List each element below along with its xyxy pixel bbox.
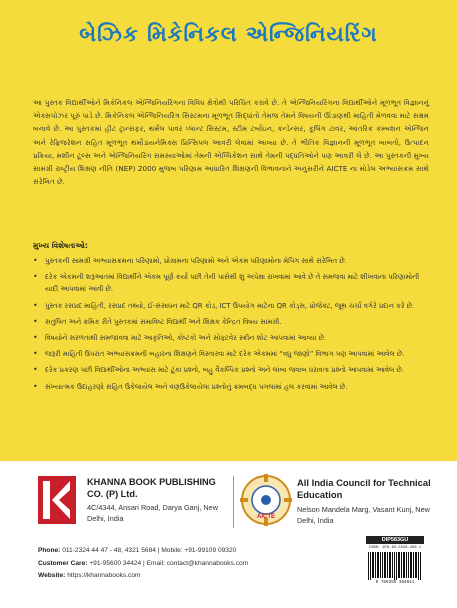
phone-label: Phone:: [38, 547, 61, 554]
feature-item: [33, 332, 431, 344]
intro-paragraph: આ પુસ્તક વિદ્યાર્થીઓને મિકેનિકલ એન્જિનિયરિંગના વિવિધ ક્ષેત્રોથી પરિચિત કરાવે છે. તે એન્જિનિયરિંગના વિદ્યાર્થીઓને મૂળભૂત વિજ્ઞાનનું એક્સપોઝર પૂરું પાડે છે. મિકેનિકલ એન્જિનિયરિંગ સિસ્ટમના મૂળભૂત સિદ્ધાંતો તેમજ તેમને વિષયની ઊંડાણથી માહિતી મેળવવા માટે સક્ષમ બનાવે છે. આ પુસ્તકમાં હીટ ટ્રાન્સફર, થર્મલ પાવર પ્લાન્ટ સિસ્ટમ, સ્ટીમ ટર્બાઇન, કન્ડેન્સર, કૂલિંગ ટાવર, આંતરિક કમ્બશન એન્જિન અને રેફ્રિજરેશન સહિત મૂળભૂત થર્મોડાયનેમિક્સ પ્રિન્સિપલ આવરી લેવામાં આવ્યા છે. તે ભૌતિક વિજ્ઞાનની મૂળભૂત બાબતો, ઉત્પાદન પ્રક્રિયા, મશીન ટૂલ્સ અને એન્જિનિયરિંગ સમસ્યાઓમાં તેમની એપ્લિકેશન સાથે તેમની પદ્ધતિઓને પણ આવરી લે છે. આ પુસ્તકની મુખ્ય સામગ્રી રાષ્ટ્રીય શિક્ષણ નીતિ (NEP) 2000 મુજબ પરિણામ આધારિત શિક્ષણની વિભાવનાને અનુસરીને AICTE ના મોડેલ અભ્યાસક્રમ સાથે સંરેખિત છે.: [33, 98, 429, 187]
features-heading: મુખ્ય વિશેષતાઓ:: [33, 241, 88, 250]
bullet-icon: •: [33, 300, 38, 310]
website-label: Website:: [38, 572, 66, 579]
book-title: બેઝિક મિકેનિકલ એન્જિનિયરિંગ: [79, 22, 378, 46]
customer-care-value: +91-95600 34424 | Email: contact@khannabooks.com: [89, 559, 249, 567]
feature-item: [33, 364, 431, 376]
feature-item: [33, 348, 431, 360]
product-code: DIP583GU: [366, 536, 424, 544]
svg-text:AICTE: AICTE: [257, 514, 275, 520]
bullet-icon: •: [33, 349, 38, 359]
feature-text: પુસ્તકની સામગ્રી અભ્યાસક્રમના પરિણામો, પ્રોગ્રામના પરિણામો અને એકમ પરિણામોના મેપિંગ સાથે સંરેખિત છે.: [45, 257, 347, 265]
bullet-icon: •: [33, 256, 38, 265]
aicte-address: Nelson Mandela Marg, Vasant Kunj, New Delhi, India: [297, 505, 430, 525]
website-line: [38, 570, 328, 583]
bullet-icon: •: [33, 381, 38, 391]
barcode-icon: [367, 552, 423, 580]
feature-item: [33, 255, 431, 267]
feature-text: દરેક પ્રકરણ પછી વિદ્યાર્થીઓના અભ્યાસ માટે ટૂંકા પ્રશ્નો, બહુ વૈકલ્પિક પ્રશ્નો અને લાંબા જવાબ ધરાવતા પ્રશ્નો આપવામાં આવેલ છે.: [45, 366, 404, 375]
feature-text: પુસ્તક રસપ્રદ માહિતી, રસપ્રદ તથ્યો, ઈ-સંસાધન માટે QR કોડ, ICT ઉપયોગ માટેના QR કોડ્સ, પ્રોજેક્ટ, જૂથ ચર્ચા વગેરે પ્રદાન કરે છે.: [45, 301, 415, 310]
feature-text: સતુલિત અને ક્રમિક રીતે પુસ્તકમાં સમાવિષ્ટ વિદ્યાર્થી અને શિક્ષક કેન્દ્રિત વિષય સામગ્રી.: [45, 317, 282, 326]
bullet-icon: •: [33, 272, 38, 282]
aicte-name: All India Council for Technical Education: [297, 477, 431, 500]
publisher-name: KHANNA BOOK PUBLISHING CO. (P) Ltd.: [87, 477, 216, 499]
phone-line: [38, 545, 328, 558]
aicte-seal-icon: [240, 474, 292, 526]
feature-item: [33, 300, 431, 312]
barcode-digits: 9 789355 384641: [375, 580, 415, 585]
khanna-logo-icon: [38, 476, 76, 524]
customer-care-label: Customer Care:: [38, 559, 88, 567]
bullet-icon: •: [33, 333, 38, 343]
contact-block: [38, 545, 328, 583]
customer-care-line: [38, 558, 328, 571]
feature-text: વિષયોને સરળતાથી સમજાવવા માટે આકૃતિઓ, કોષ્ટકો અને સોફ્ટવેર સ્ક્રીન શોટ આપવામાં આવ્યા છે.: [45, 334, 327, 343]
feature-text: જરૂરી માહિતી ઉપરાંત અભ્યાસક્રમની બહારના શિક્ષણને વિસ્તારવા માટે દરેક એકમમાં “વધુ જાણો” વિભાગ પણ આપવામાં આવેલ છે.: [45, 350, 405, 359]
feature-text: દરેક એકમની શરૂઆતમાં વિદ્યાર્થીને એકમ પૂર્ણ કર્યા પછી તેની પાસેથી શું અપેક્ષા રાખવામાં આવે છે તે સમજવા માટે શીખવાના પરિણામોની યાદી આપવામાં આવી છે.: [45, 273, 420, 294]
phone-value: 011-2324 44 47 - 48, 4321 5684 | Mobile: +91-99109 09320: [62, 547, 237, 554]
isbn-text: ISBN: 978-93-5538-464-1: [368, 546, 422, 550]
feature-item: [33, 316, 431, 328]
website-link[interactable]: https://khannabooks.com: [67, 572, 141, 579]
bullet-icon: •: [33, 365, 38, 375]
feature-text: સંખ્યાત્મક ઉદાહરણો સહિત ઉકેલાયેલ અને વણઉકેલાયેલા પ્રશ્નોનું ક્રમબદ્ધ પગલામાં હલ કરવામાં આવેલ છે.: [45, 382, 348, 391]
footer-divider: [233, 476, 234, 528]
bullet-icon: •: [33, 316, 38, 326]
features-list: [33, 255, 431, 397]
publisher-address: 4C/4344, Ansari Road, Darya Ganj, New Delhi, India: [87, 503, 219, 523]
feature-item: [33, 381, 431, 393]
feature-item: [33, 271, 431, 295]
